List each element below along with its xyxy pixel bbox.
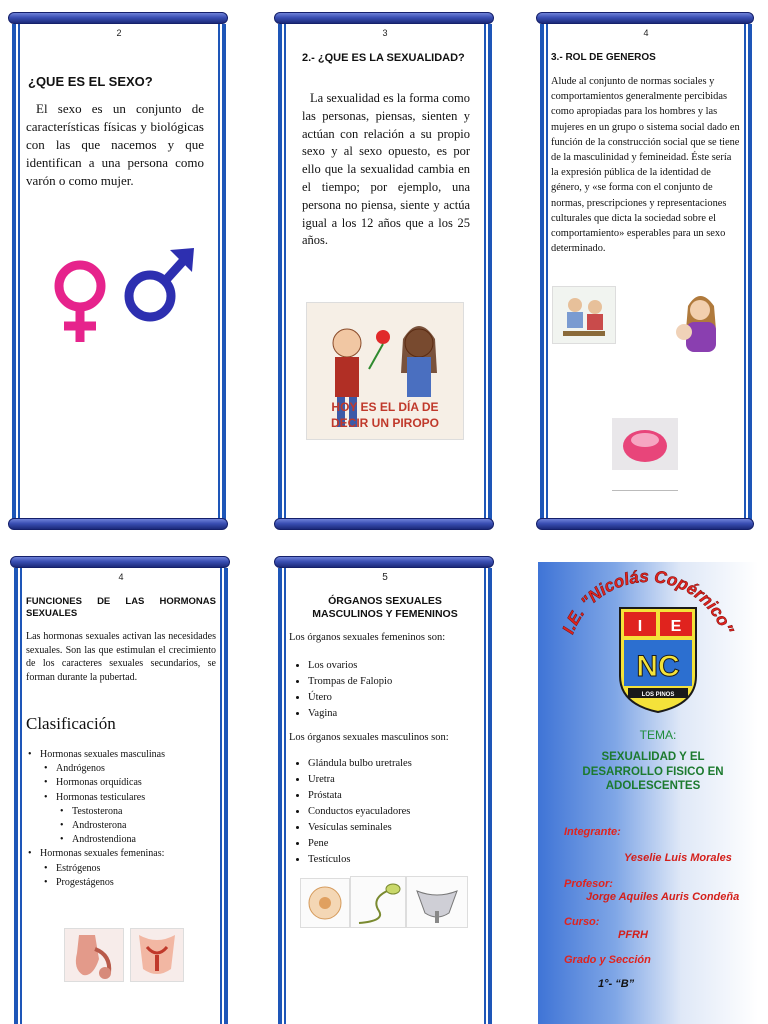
list-item-label: Hormonas sexuales masculinas bbox=[40, 749, 165, 760]
list-item bbox=[26, 862, 218, 876]
logo-place: LOS PINOS bbox=[641, 692, 675, 698]
list-item: • Vagina bbox=[308, 706, 392, 722]
sperm-image bbox=[350, 876, 406, 928]
profesor-label: Profesor: bbox=[564, 878, 613, 890]
grado-value: 1°- “B” bbox=[598, 978, 635, 990]
logo-i-letter: I bbox=[637, 618, 643, 635]
male-organs-list bbox=[292, 756, 412, 868]
list-item bbox=[26, 819, 218, 833]
list-item-label: Androstendiona bbox=[72, 834, 136, 846]
page-number: 3 bbox=[382, 28, 388, 38]
curso-label: Curso: bbox=[564, 916, 600, 928]
panel-que-es-el-sexo bbox=[12, 24, 226, 520]
logo-e-letter: E bbox=[670, 618, 682, 635]
list-item-label: Hormonas sexuales femeninas: bbox=[40, 848, 165, 860]
page-number: 2 bbox=[116, 28, 122, 38]
bullet-icon: • bbox=[44, 763, 48, 775]
tema-label: TEMA: bbox=[639, 728, 677, 742]
list-item: • Trompas de Falopio bbox=[308, 674, 392, 690]
scroll-rod-top bbox=[274, 556, 494, 568]
scroll-rod-top bbox=[10, 556, 230, 568]
logo-nc: NC bbox=[636, 650, 680, 683]
section-text: El sexo es un conjunto de características físicas y biológicas con las que nacemos y que identifican a una persona como varón o como mujer. bbox=[26, 101, 204, 188]
page-number: 5 bbox=[382, 572, 388, 583]
cover-panel bbox=[538, 562, 758, 1024]
female-organs-list bbox=[292, 658, 392, 722]
bullet-icon: • bbox=[60, 834, 64, 846]
section-title: FUNCIONES DE LAS HORMONAS SEXUALES bbox=[26, 596, 216, 619]
bullet-icon: • bbox=[44, 777, 48, 789]
gender-symbols-icon bbox=[42, 238, 202, 363]
section-title: 3.- ROL DE GENEROS bbox=[551, 52, 656, 63]
list-item: • Conductos eyaculadores bbox=[308, 804, 412, 820]
list-item-label: Testosterona bbox=[72, 805, 123, 817]
scroll-rod-bottom bbox=[8, 518, 228, 530]
grado-label: Grado y Sección bbox=[564, 954, 651, 966]
section-title: ¿QUE ES EL SEXO? bbox=[28, 74, 153, 89]
panel-que-es-la-sexualidad bbox=[278, 24, 492, 520]
bullet-icon: • bbox=[44, 876, 48, 888]
panel-organos-sexuales bbox=[278, 568, 492, 1024]
male-organs-intro: Los órganos sexuales masculinos son: bbox=[289, 732, 449, 743]
section-text: Alude al conjunto de normas sociales y comportamientos generalmente percibidas como apropiadas para los hombres y las mujeres en un grupo o sistema social dado en función de la construcción social que se tiene de la masculinidad y femineidad. Éste sería la expresión pública de la identidad de género, y «se forma con el conjunto de normas, prescripciones y representaciones culturales que dicta la sociedad sobre el comportamiento» esperables para un sexo determinado. bbox=[551, 76, 740, 255]
section-title: ÓRGANOS SEXUALES MASCULINOS Y FEMENINOS bbox=[312, 595, 458, 620]
scroll-rod-top bbox=[274, 12, 494, 24]
section-text: Las hormonas sexuales activan las necesidades sexuales. Son las que estimulan el crecimiento de los caracteres sexuales secundarios, se forman durante la pubertad. bbox=[26, 631, 216, 683]
list-item bbox=[26, 876, 218, 890]
list-item-label: Progestágenos bbox=[56, 876, 114, 888]
male-anatomy-image bbox=[64, 928, 124, 982]
list-item: • Glándula bulbo uretrales bbox=[308, 756, 412, 772]
list-item: • Los ovarios bbox=[308, 658, 392, 674]
section-title: 2.- ¿QUE ES LA SEXUALIDAD? bbox=[302, 52, 465, 64]
integrante-label: Integrante: bbox=[564, 826, 621, 838]
divider bbox=[612, 490, 678, 491]
hormone-list bbox=[26, 748, 218, 890]
ovum-image bbox=[300, 878, 350, 928]
list-item bbox=[26, 805, 218, 819]
pink-toy-photo bbox=[612, 418, 678, 470]
children-playing-photo bbox=[552, 286, 616, 344]
section-text: La sexualidad es la forma como las personas, piensas, sienten y actúan con relación a su propio sexo y al sexo opuesto, es por ello que la sexualidad cambia en el tiempo; por ejemplo, una persona no piensa, siente y actúa igual a los 12 años que a los 25 años. bbox=[302, 91, 470, 248]
scroll-rod-top bbox=[536, 12, 754, 24]
bullet-icon: • bbox=[60, 820, 64, 832]
list-item: • Útero bbox=[308, 690, 392, 706]
list-item: • Vesículas seminales bbox=[308, 820, 412, 836]
page-number: 4 bbox=[118, 572, 124, 582]
list-item bbox=[26, 762, 218, 776]
bullet-icon: • bbox=[28, 848, 32, 860]
list-item bbox=[26, 833, 218, 847]
scroll-rod-bottom bbox=[536, 518, 754, 530]
list-item-label: Hormonas testiculares bbox=[56, 791, 146, 803]
bullet-icon: • bbox=[28, 749, 32, 760]
list-item bbox=[26, 847, 218, 861]
school-logo bbox=[616, 604, 700, 714]
integrante-value: Yeselie Luis Morales bbox=[624, 852, 732, 864]
list-item: • Próstata bbox=[308, 788, 412, 804]
female-organs-intro: Los órganos sexuales femeninos son: bbox=[289, 632, 446, 643]
list-item: • Testículos bbox=[308, 852, 412, 868]
piropo-illustration bbox=[306, 302, 464, 440]
curso-value: PFRH bbox=[618, 929, 648, 941]
list-item bbox=[26, 776, 218, 790]
panel-funciones-hormonas bbox=[14, 568, 228, 1024]
list-item-label: Estrógenos bbox=[56, 862, 101, 874]
girl-with-doll-photo bbox=[668, 286, 732, 358]
list-item-label: Androsterona bbox=[72, 820, 127, 832]
list-item-label: Andrógenos bbox=[56, 763, 105, 775]
uterus-image bbox=[406, 876, 468, 928]
page-number: 4 bbox=[643, 28, 649, 38]
image-caption-line: DECIR UN PIROPO bbox=[330, 416, 440, 430]
scroll-rod-top bbox=[8, 12, 228, 24]
section-subtitle: Clasificación bbox=[26, 714, 116, 733]
bullet-icon: • bbox=[44, 862, 48, 874]
list-item bbox=[26, 748, 218, 762]
list-item: • Pene bbox=[308, 836, 412, 852]
tema-title: SEXUALIDAD Y EL DESARROLLO FISICO EN ADOLESCENTES bbox=[582, 751, 724, 792]
scroll-rod-bottom bbox=[274, 518, 494, 530]
bullet-icon: • bbox=[60, 805, 64, 817]
school-name: I.E. "Nicolás Copérnico" bbox=[558, 566, 738, 637]
list-item: • Uretra bbox=[308, 772, 412, 788]
panel-rol-de-generos bbox=[540, 24, 752, 520]
list-item-label: Hormonas orquídicas bbox=[56, 777, 142, 789]
bullet-icon: • bbox=[44, 791, 48, 803]
female-anatomy-image bbox=[130, 928, 184, 982]
list-item bbox=[26, 791, 218, 805]
profesor-value: Jorge Aquiles Auris Condeña bbox=[586, 891, 740, 903]
image-caption-line: HOY ES EL DÍA DE bbox=[331, 400, 439, 414]
